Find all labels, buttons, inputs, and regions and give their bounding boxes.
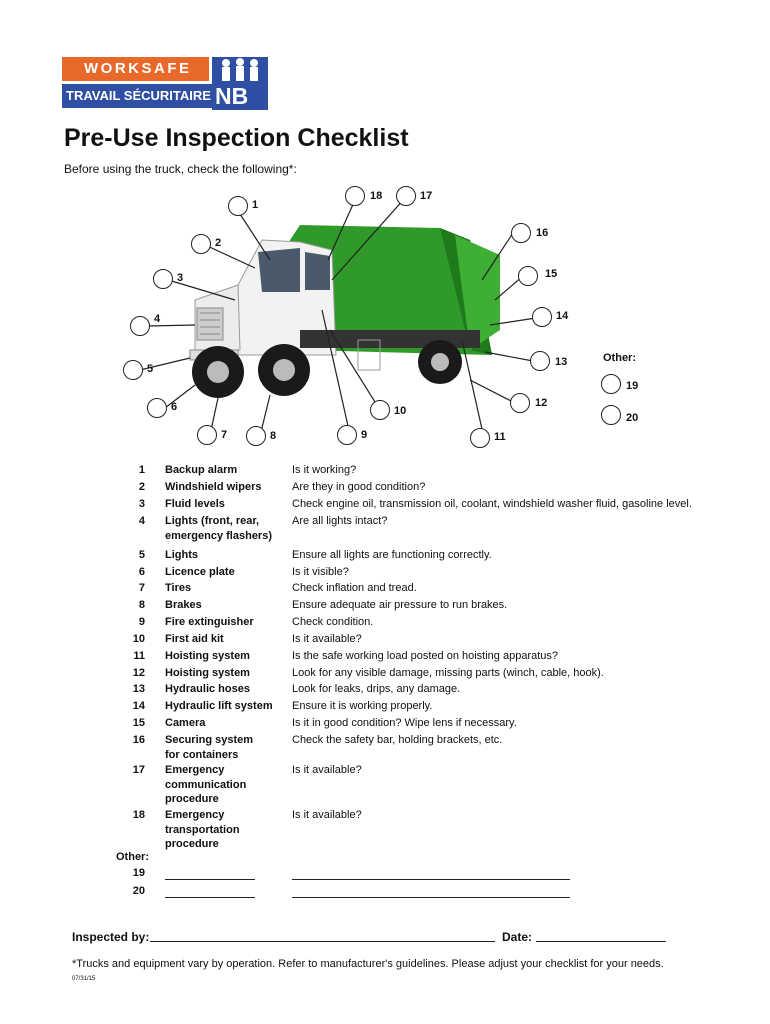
date-field[interactable] — [536, 941, 666, 942]
item-description: Are all lights intact? — [292, 515, 388, 527]
marker-label-5: 5 — [147, 363, 154, 375]
item-description: Is the safe working load posted on hoisting apparatus? — [292, 650, 559, 662]
marker-13 — [530, 351, 550, 371]
item-number: 20 — [132, 885, 145, 897]
marker-label-13: 13 — [555, 356, 568, 368]
item-description: Ensure adequate air pressure to run brakes. — [292, 599, 508, 611]
marker-label-14: 14 — [556, 310, 569, 322]
marker-3 — [153, 269, 173, 289]
marker-17 — [396, 186, 416, 206]
item-number: 13 — [132, 683, 145, 695]
marker-8 — [246, 426, 266, 446]
item-description: Is it available? — [292, 809, 362, 821]
marker-4 — [130, 316, 150, 336]
item-number: 8 — [138, 599, 145, 611]
item-name: Brakes — [165, 599, 202, 611]
item-description: Check condition. — [292, 616, 374, 628]
item-description: Check engine oil, transmission oil, coolant, windshield washer fluid, gasoline level. — [292, 498, 692, 510]
item-number: 12 — [132, 667, 145, 679]
marker-label-7: 7 — [221, 429, 228, 441]
item-name: Lights — [165, 549, 198, 561]
marker-label-6: 6 — [171, 401, 178, 413]
marker-11 — [470, 428, 490, 448]
marker-19 — [601, 374, 621, 394]
marker-label-8: 8 — [270, 430, 277, 442]
marker-label-16: 16 — [536, 227, 549, 239]
item-number: 19 — [132, 867, 145, 879]
item-name: Fire extinguisher — [165, 616, 254, 628]
logo-worksafe-text: WORKSAFE — [62, 57, 209, 81]
item-number: 4 — [138, 515, 145, 527]
diagram-other-heading: Other: — [603, 352, 636, 364]
marker-label-3: 3 — [177, 272, 184, 284]
item-number: 11 — [133, 650, 145, 662]
item-name: First aid kit — [165, 633, 224, 645]
item-name: Securing system for containers — [165, 734, 254, 761]
description-blank-line[interactable] — [292, 879, 570, 880]
item-number: 2 — [138, 481, 145, 493]
item-number: 15 — [132, 717, 145, 729]
marker-label-20: 20 — [626, 412, 639, 424]
item-number: 1 — [138, 464, 145, 476]
footnote: *Trucks and equipment vary by operation. Refer to manufacturer's guidelines. Please adjust your checklist for your needs. — [72, 958, 664, 970]
item-number: 17 — [132, 764, 145, 776]
marker-2 — [191, 234, 211, 254]
item-description: Is it available? — [292, 764, 362, 776]
marker-label-15: 15 — [545, 268, 558, 280]
marker-label-17: 17 — [420, 190, 433, 202]
item-name: Emergency communication procedure — [165, 764, 247, 805]
item-description: Ensure all lights are functioning correctly. — [292, 549, 492, 561]
item-blank-line[interactable] — [165, 897, 255, 898]
item-description: Check inflation and tread. — [292, 582, 417, 594]
marker-20 — [601, 405, 621, 425]
item-name: Backup alarm — [165, 464, 238, 476]
description-blank-line[interactable] — [292, 897, 570, 898]
item-name: Hydraulic hoses — [165, 683, 250, 695]
marker-label-19: 19 — [626, 380, 639, 392]
marker-label-10: 10 — [394, 405, 407, 417]
item-name: Tires — [165, 582, 192, 594]
version-code: 07/31/15 — [72, 976, 96, 982]
item-name: Licence plate — [165, 566, 235, 578]
item-name: Camera — [165, 717, 206, 729]
item-name: Emergency transportation procedure — [165, 809, 240, 850]
item-number: 14 — [132, 700, 145, 712]
marker-7 — [197, 425, 217, 445]
page-title: Pre-Use Inspection Checklist — [64, 124, 409, 152]
item-name: Lights (front, rear, emergency flashers) — [165, 515, 272, 542]
item-description: Is it available? — [292, 633, 362, 645]
marker-5 — [123, 360, 143, 380]
marker-18 — [345, 186, 365, 206]
marker-9 — [337, 425, 357, 445]
item-description: Is it visible? — [292, 566, 349, 578]
inspected-by-label: Inspected by: — [72, 930, 150, 944]
item-description: Look for leaks, drips, any damage. — [292, 683, 461, 695]
marker-label-12: 12 — [535, 397, 548, 409]
item-name: Hoisting system — [165, 650, 250, 662]
marker-16 — [511, 223, 531, 243]
item-description: Is it in good condition? Wipe lens if necessary. — [292, 717, 517, 729]
marker-label-4: 4 — [154, 313, 161, 325]
marker-6 — [147, 398, 167, 418]
marker-1 — [228, 196, 248, 216]
item-number: 10 — [132, 633, 145, 645]
item-number: 9 — [138, 616, 145, 628]
logo-travail-text: TRAVAIL SÉCURITAIRE — [62, 84, 213, 108]
inspected-by-field[interactable] — [150, 941, 495, 942]
item-name: Hoisting system — [165, 667, 250, 679]
worksafe-logo — [62, 57, 268, 110]
item-number: 6 — [138, 566, 145, 578]
item-number: 18 — [132, 809, 145, 821]
item-description: Ensure it is working properly. — [292, 700, 433, 712]
item-name: Fluid levels — [165, 498, 225, 510]
item-name: Hydraulic lift system — [165, 700, 273, 712]
marker-label-9: 9 — [361, 429, 368, 441]
item-number: 5 — [138, 549, 145, 561]
item-number: 16 — [132, 734, 145, 746]
marker-12 — [510, 393, 530, 413]
item-number: 3 — [138, 498, 145, 510]
marker-label-1: 1 — [252, 199, 259, 211]
item-number: 7 — [138, 582, 145, 594]
logo-nb-text: NB — [215, 83, 249, 109]
marker-label-2: 2 — [215, 237, 222, 249]
date-label: Date: — [502, 930, 533, 944]
item-description: Are they in good condition? — [292, 481, 426, 493]
truck-illustration — [190, 225, 500, 398]
item-description: Check the safety bar, holding brackets, etc. — [292, 734, 503, 746]
item-description: Look for any visible damage, missing parts (winch, cable, hook). — [292, 667, 604, 679]
item-blank-line[interactable] — [165, 879, 255, 880]
marker-15 — [518, 266, 538, 286]
item-name: Windshield wipers — [165, 481, 262, 493]
marker-label-18: 18 — [370, 190, 383, 202]
other-label: Other: — [116, 851, 149, 863]
marker-14 — [532, 307, 552, 327]
marker-10 — [370, 400, 390, 420]
marker-label-11: 11 — [494, 431, 506, 443]
item-description: Is it working? — [292, 464, 357, 476]
page-subtitle: Before using the truck, check the following*: — [64, 162, 297, 176]
